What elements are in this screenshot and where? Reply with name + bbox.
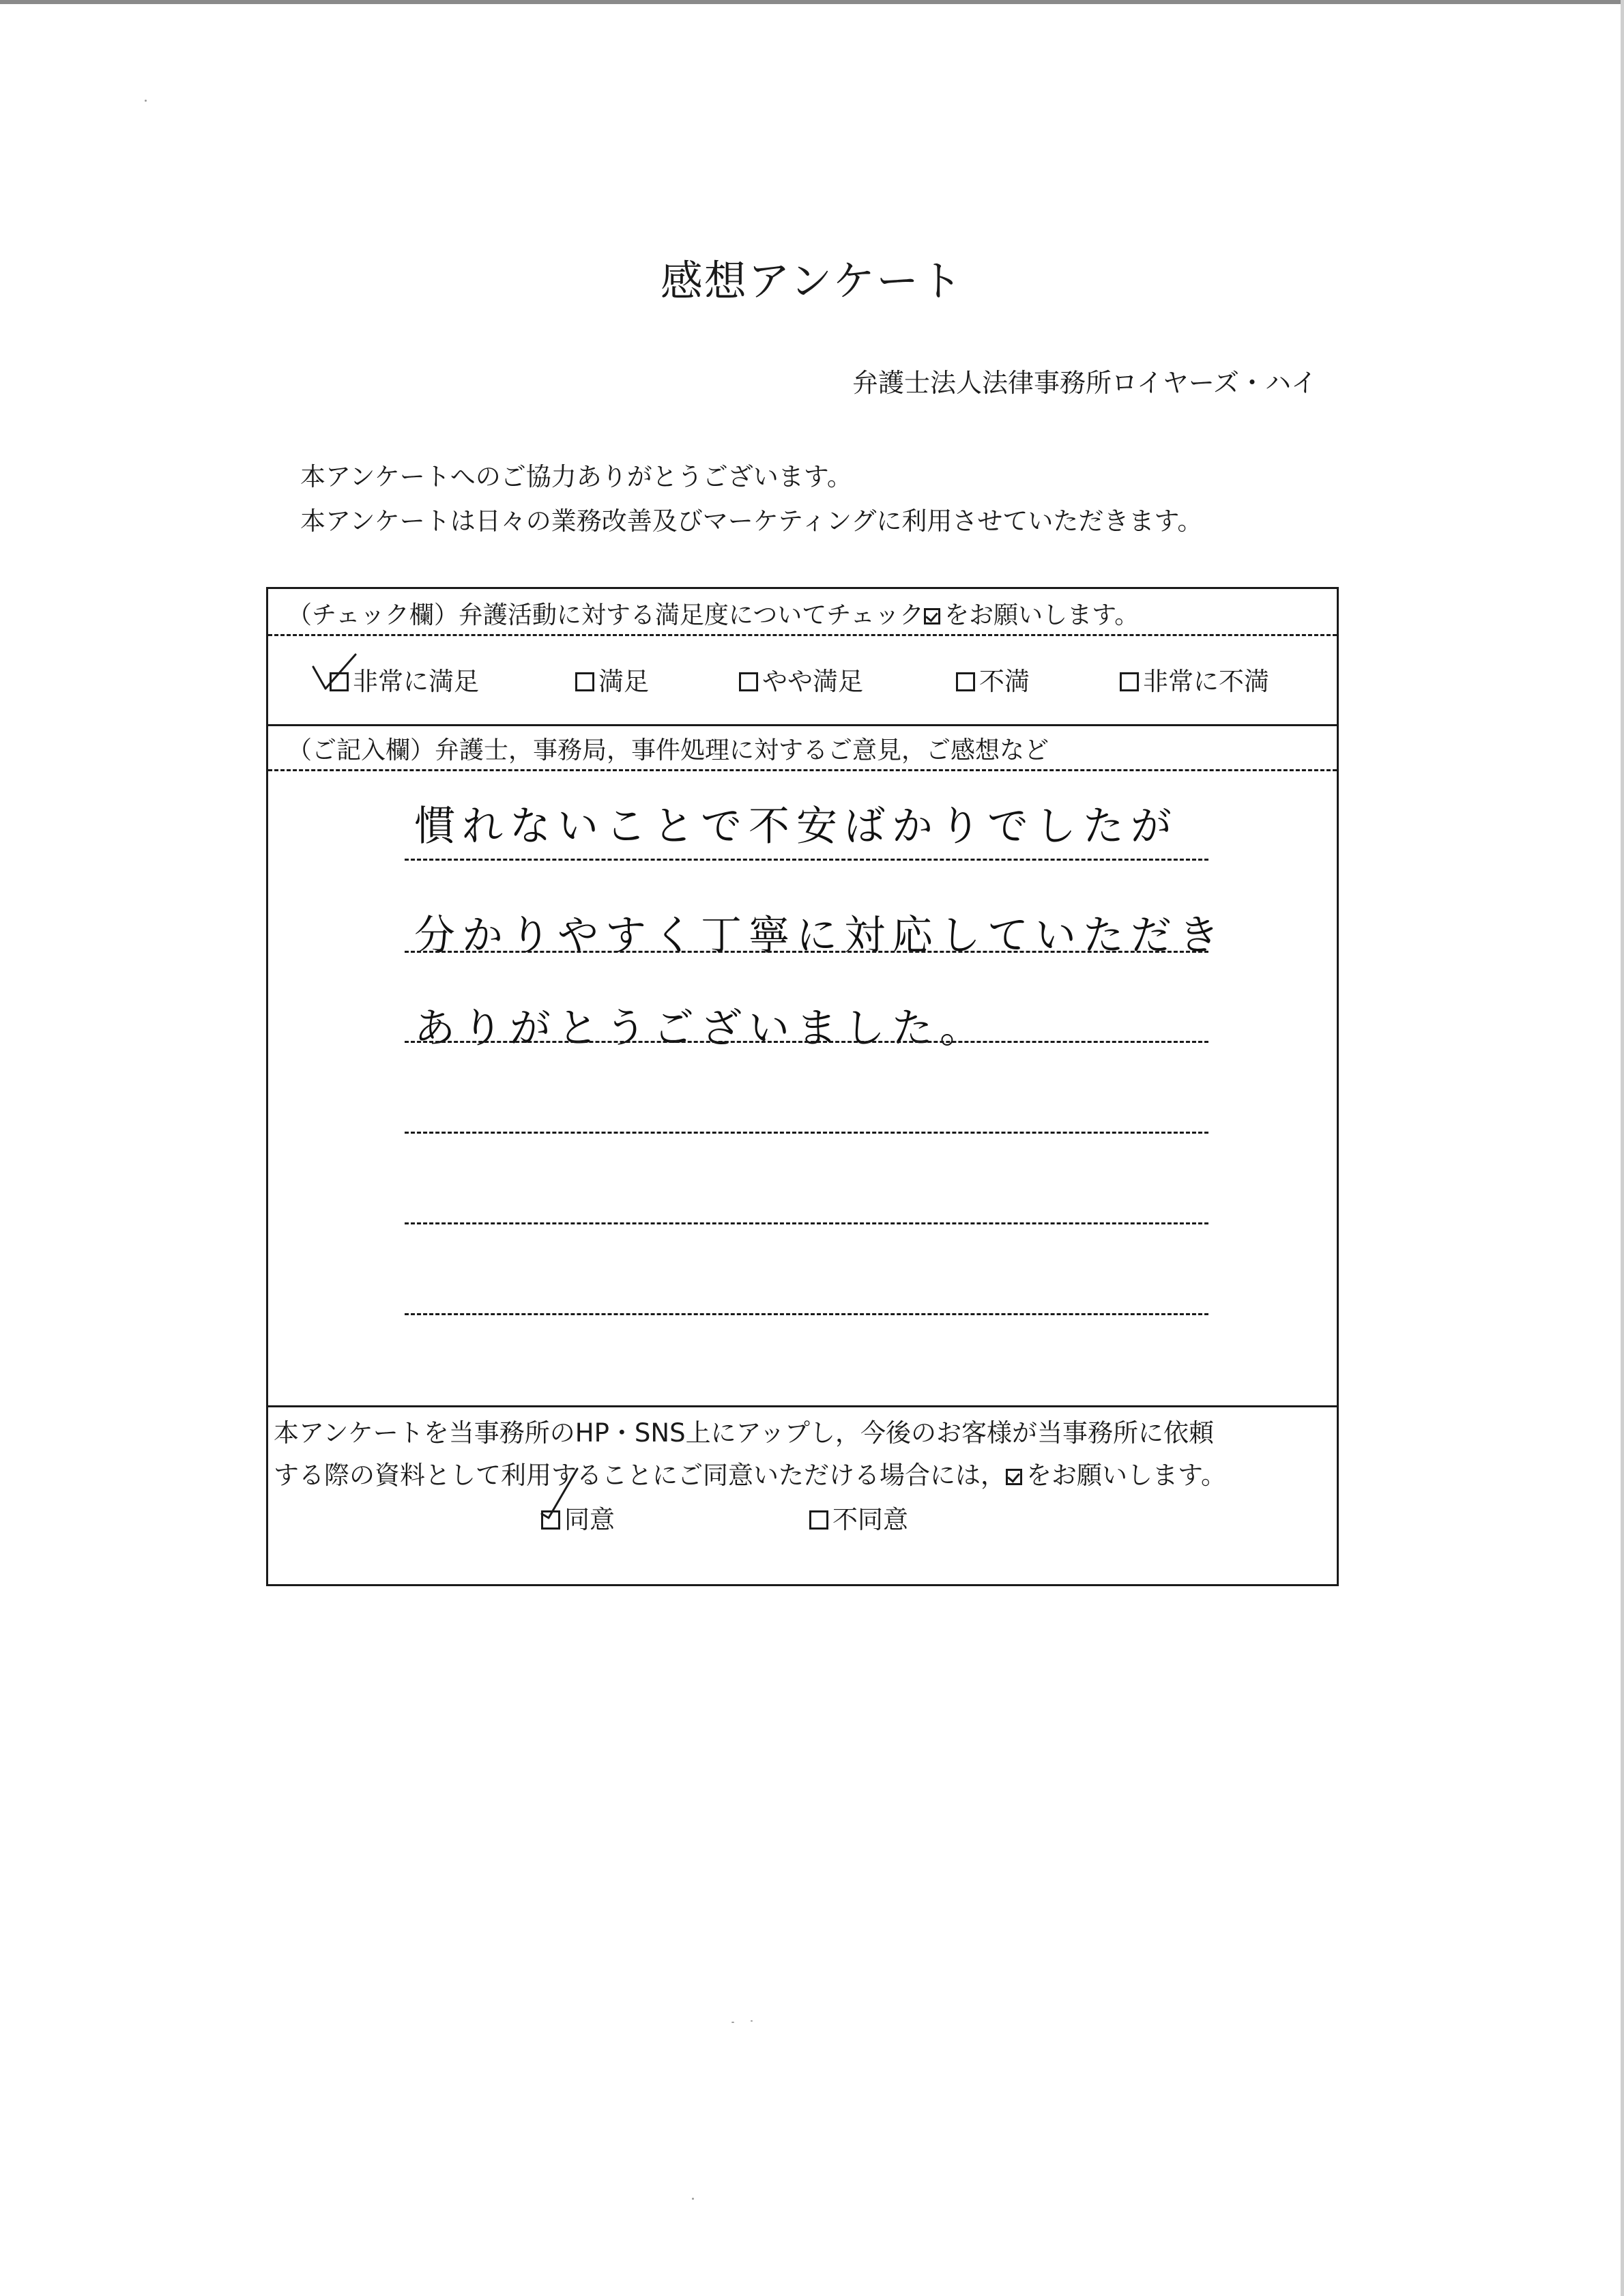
writing-line bbox=[405, 1132, 1208, 1134]
survey-form bbox=[266, 587, 1339, 1586]
checkbox-icon[interactable] bbox=[1120, 672, 1139, 691]
checked-box-icon bbox=[924, 608, 940, 625]
consent-text: する際の資料として利用することにご同意いただける場合には， bbox=[274, 1461, 1006, 1490]
firm-name: 弁護士法人法律事務所ロイヤーズ・ハイ bbox=[852, 368, 1317, 398]
writing-line bbox=[405, 1222, 1208, 1224]
checkbox-icon[interactable] bbox=[575, 672, 594, 691]
writing-line bbox=[405, 1041, 1208, 1043]
option-disagree[interactable] bbox=[809, 1499, 908, 1536]
scan-speck bbox=[751, 2020, 753, 2022]
option-very-dissatisfied[interactable] bbox=[1120, 661, 1269, 698]
option-label: 非常に満足 bbox=[353, 667, 479, 696]
option-dissatisfied[interactable] bbox=[956, 661, 1030, 698]
handwritten-comment-line-2: 分かりやすく丁寧に対応していただき bbox=[414, 912, 1226, 960]
option-label: 不満 bbox=[979, 667, 1030, 696]
divider-solid bbox=[268, 1405, 1337, 1407]
disagree-label: 不同意 bbox=[832, 1505, 908, 1534]
option-label: 非常に不満 bbox=[1143, 667, 1269, 696]
divider-solid bbox=[268, 724, 1337, 726]
checked-box-icon bbox=[1006, 1469, 1022, 1485]
handwritten-comment-line-1: 慣れないことで不安ばかりでしたが bbox=[414, 803, 1178, 850]
scan-speck bbox=[692, 2198, 694, 2200]
comment-section-header: （ご記入欄）弁護士，事務局，事件処理に対するご意見，ご感想など bbox=[287, 736, 1049, 764]
writing-line bbox=[405, 859, 1208, 861]
option-label: やや満足 bbox=[762, 667, 863, 696]
divider-dashed bbox=[268, 769, 1337, 771]
handwritten-check-mark-icon bbox=[310, 652, 358, 700]
check-header-suffix: をお願いします。 bbox=[944, 601, 1140, 629]
handwritten-check-mark-icon bbox=[539, 1466, 580, 1521]
writing-line bbox=[405, 951, 1208, 953]
scan-right-edge bbox=[1621, 0, 1624, 2296]
consent-text-line-1: 本アンケートを当事務所のHP・SNS上にアップし，今後のお客様が当事務所に依頼 bbox=[274, 1418, 1214, 1448]
checkbox-icon[interactable] bbox=[739, 672, 758, 691]
option-satisfied[interactable] bbox=[575, 661, 649, 698]
intro-line-2: 本アンケートは日々の業務改善及びマーケティングに利用させていただきます。 bbox=[300, 506, 1203, 536]
scan-speck bbox=[145, 100, 147, 102]
scan-top-edge bbox=[0, 0, 1624, 4]
check-header-text: （チェック欄）弁護活動に対する満足度についてチェック bbox=[287, 601, 925, 629]
consent-text-line-2 bbox=[274, 1454, 1226, 1491]
scan-speck bbox=[731, 2022, 734, 2023]
page-title: 感想アンケート bbox=[660, 256, 964, 306]
handwritten-comment-line-3: ありがとうございました。 bbox=[414, 1005, 987, 1052]
consent-text-suffix: をお願いします。 bbox=[1026, 1461, 1227, 1490]
checkbox-icon[interactable] bbox=[956, 672, 975, 691]
option-label: 満足 bbox=[598, 667, 649, 696]
option-somewhat-satisfied[interactable] bbox=[739, 661, 863, 698]
intro-line-1: 本アンケートへのご協力ありがとうございます。 bbox=[300, 462, 852, 491]
divider-dashed bbox=[268, 634, 1337, 636]
check-section-header bbox=[287, 596, 1139, 631]
checkbox-icon[interactable] bbox=[809, 1510, 828, 1530]
agree-label: 同意 bbox=[564, 1505, 615, 1534]
writing-line bbox=[405, 1313, 1208, 1315]
